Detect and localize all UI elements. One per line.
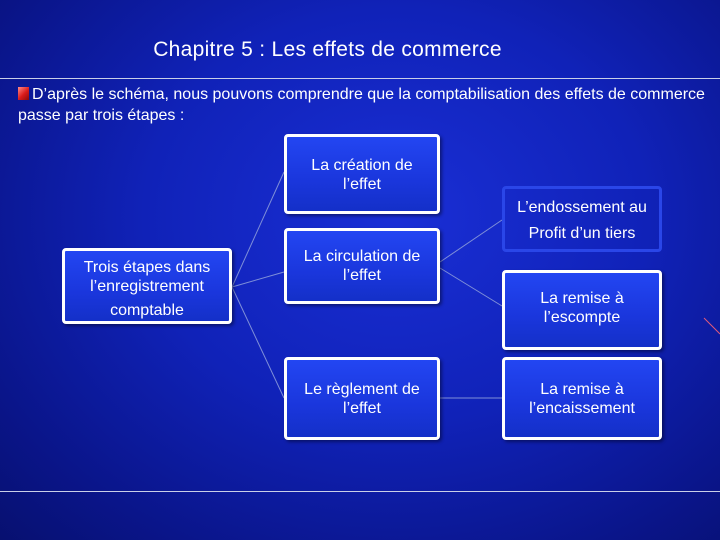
connector-root-reglement [232, 287, 284, 398]
connector-circulation-endossement [440, 220, 502, 262]
corner-accent-line [704, 318, 720, 334]
node-reglement-label: Le règlement de l’effet [304, 381, 420, 417]
node-creation [284, 134, 440, 214]
connector-circulation-escompte [440, 268, 502, 306]
node-endossement [502, 186, 662, 252]
node-circulation-label: La circulation de l’effet [303, 248, 421, 284]
node-root [62, 248, 232, 324]
node-encaissement [502, 357, 662, 440]
node-escompte-label: La remise à l’escompte [540, 290, 624, 326]
slide-title: Chapitre 5 : Les effets de commerce [153, 38, 502, 61]
connector-root-circulation [232, 272, 284, 287]
connector-root-creation [232, 172, 284, 287]
node-root-label-line2: comptable [110, 302, 184, 319]
node-endossement-label: L’endossement au Profit d’un tiers [517, 199, 647, 242]
node-escompte [502, 270, 662, 350]
node-root-label: Trois étapes dans l’enregistrement [83, 259, 211, 295]
node-circulation [284, 228, 440, 304]
bottom-divider [0, 491, 720, 492]
node-creation-label: La création de l’effet [311, 157, 413, 193]
node-reglement [284, 357, 440, 440]
node-encaissement-label: La remise à l’encaissement [529, 381, 635, 417]
intro-paragraph: D’après le schéma, nous pouvons comprendre que la comptabilisation des effets de commerce passe par trois étapes : [18, 86, 705, 124]
